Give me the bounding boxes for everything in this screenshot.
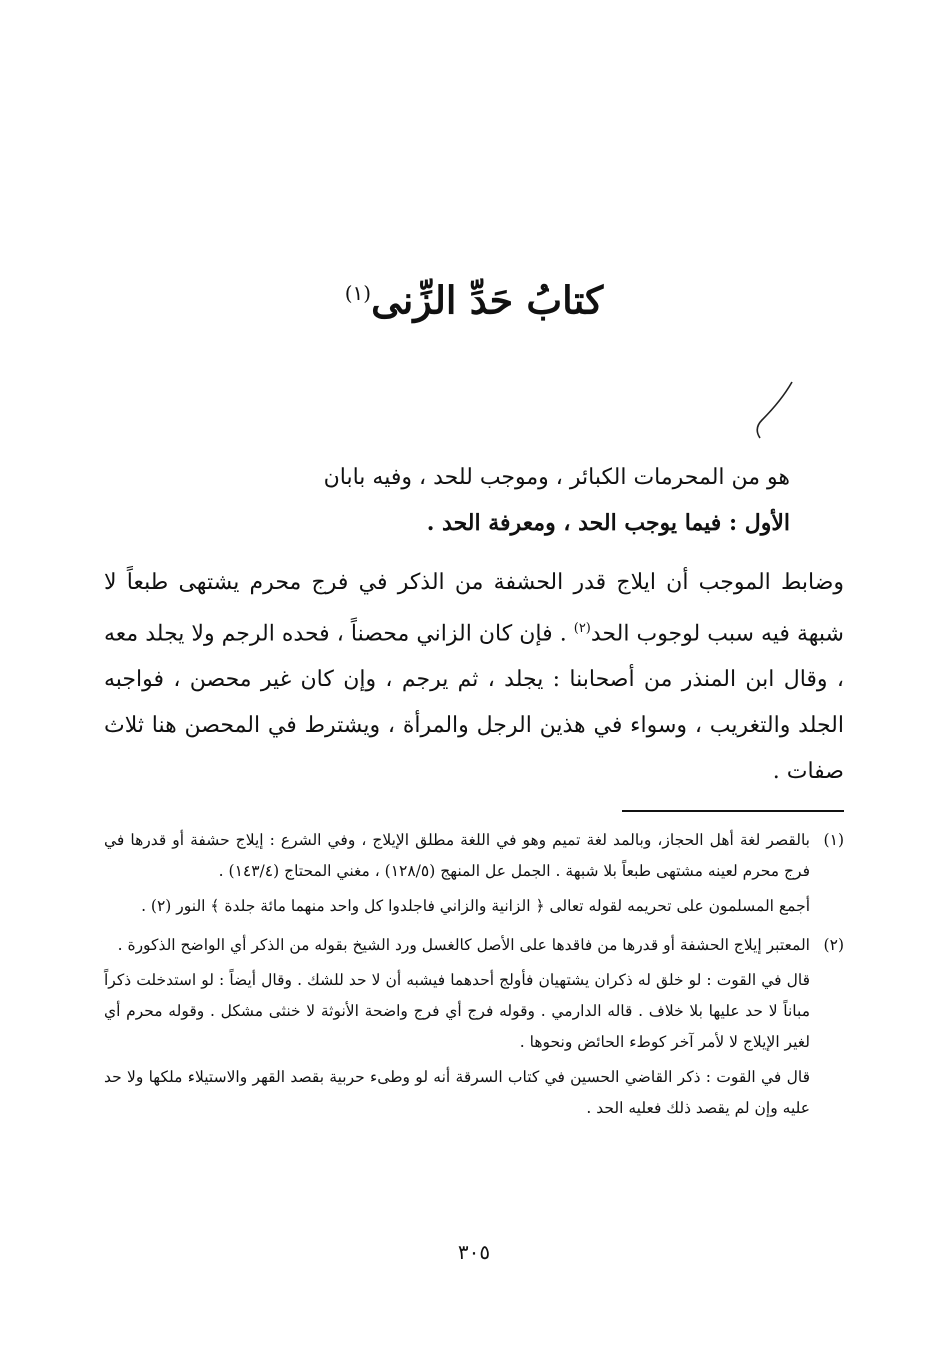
chapter-title-text: كتابُ حَدِّ الزِّنى (371, 278, 604, 324)
footnote-paragraph: المعتبر إيلاج الحشفة أو قدرها من فاقدها على الأصل كالغسل ورد الشيخ بقوله من الذكر أي الواضح الذكورة . (117, 936, 810, 954)
main-paragraph (104, 560, 844, 795)
footnote-body (104, 930, 810, 1128)
body-footnote-ref: (٢) (573, 621, 591, 636)
section-heading-first: الأول : فيما يوجب الحد ، ومعرفة الحد . (426, 510, 790, 536)
footnote-2 (104, 930, 844, 1128)
main-paragraph-part-2: . فإن كان الزاني محصناً ، فحده الرجم ولا يجلد معه ، وقال ابن المنذر من أصحابنا : يجلد ، ثم يرجم ، وإن كان غير محصن ، فواجبه الجلد والتغريب ، وسواء في هذين الرجل والمرأة ، ويشترط في المحصن هنا ثلاث صفات . (104, 621, 844, 785)
footnote-number: (٢) (823, 936, 844, 954)
footnotes-section (104, 825, 844, 1132)
footnote-body (104, 825, 810, 926)
pen-stroke-mark (748, 380, 798, 440)
chapter-footnote-ref: (١) (344, 281, 372, 306)
footnote-paragraph: بالقصر لغة أهل الحجاز، وبالمد لغة تميم وهو في اللغة مطلق الإيلاج ، وفي الشرع : إيلاج حشفة أو قدرها في فرج محرم لعينه مشتهى طبعاً بلا شبهة . الجمل عل المنهج (١٢٨/٥) ، مغني المحتاج (١٤٣/٤) . (104, 831, 810, 880)
chapter-title (0, 263, 948, 331)
page-number: ٣٠٥ (457, 1240, 491, 1264)
footnote-paragraph: قال في القوت : ذكر القاضي الحسين في كتاب السرقة أنه لو وطىء حربية بقصد القهر والاستيلاء ملكها ولا حد عليه وإن لم يقصد ذلك فعليه الحد . (104, 1068, 810, 1117)
intro-line-1: هو من المحرمات الكبائر ، وموجب للحد ، وفيه بابان (323, 465, 790, 490)
footnote-number: (١) (823, 831, 844, 849)
footnote-paragraph: قال في القوت : لو خلق له ذكران يشتهيان فأولج أحدهما فيشبه أن لا حد للشك . وقال أيضاً : لو استدخلت ذكراً مباناً لا حد عليها بلا خلاف . قاله الدارمي . وقوله فرج أي فرج واضحة الأنوثة لا خنثى مشكل . وقوله محرم أي لغير الإيلاج لا لأمر آخر كوطء الحائض ونحوها . (104, 971, 810, 1051)
main-paragraph-part-1: وضابط الموجب أن ايلاج قدر الحشفة من الذكر في فرج محرم يشتهى طبعاً لا شبهة فيه سبب لوجوب الحد (104, 570, 844, 647)
footnote-divider (622, 810, 844, 812)
footnote-1 (104, 825, 844, 926)
footnote-paragraph: أجمع المسلمون على تحريمه لقوله تعالى ﴿ الزانية والزاني فاجلدوا كل واحد منهما مائة جلدة ﴾ النور (٢) . (141, 897, 810, 915)
